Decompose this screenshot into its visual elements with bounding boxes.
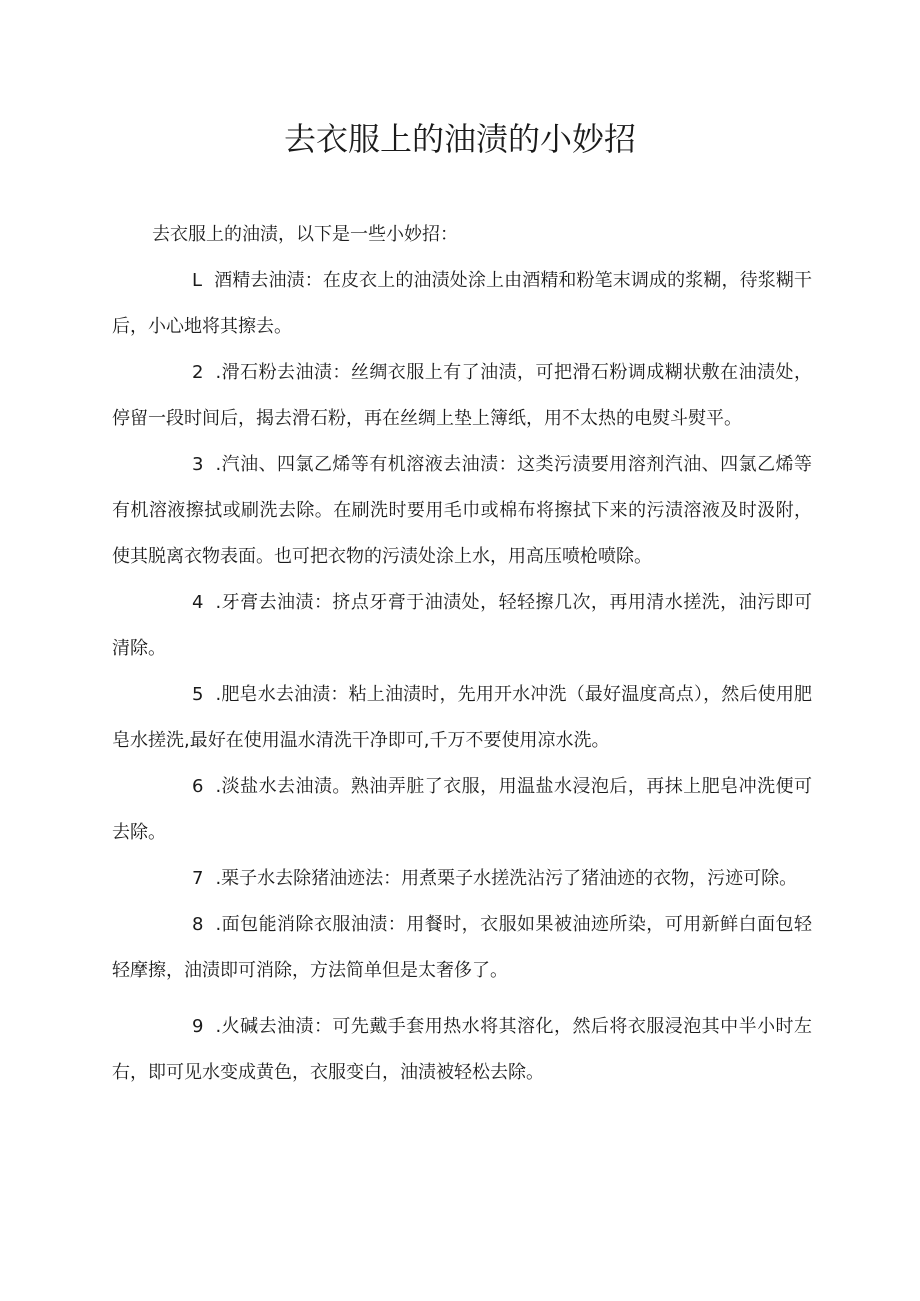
item-text: .牙膏去油渍：挤点牙膏于油渍处，轻轻擦几次，再用清水搓洗，油污即可清除。	[112, 592, 812, 659]
item-number: 9	[192, 1016, 204, 1037]
list-item	[112, 902, 812, 994]
item-number: 2	[192, 362, 204, 383]
list-item	[112, 350, 812, 442]
list-item	[112, 856, 812, 902]
item-text: .肥皂水去油渍：粘上油渍时，先用开水冲洗（最好温度高点），然后使用肥皂水搓洗,最好在使用温水清洗干净即可,千万不要使用凉水洗。	[112, 684, 812, 751]
intro-paragraph: 去衣服上的油渍，以下是一些小妙招：	[152, 224, 458, 245]
list-item	[112, 672, 812, 764]
item-text: .汽油、四氯乙烯等有机溶液去油渍：这类污渍要用溶剂汽油、四氯乙烯等有机溶液擦拭或刷洗去除。在刷洗时要用毛巾或棉布将擦拭下来的污渍溶液及时汲附，使其脱离衣物表面。也可把衣物的污渍处涂上水，用高压喷枪喷除。	[112, 454, 812, 567]
item-number: 5	[192, 684, 204, 705]
list-item	[112, 1004, 812, 1096]
item-number: 8	[192, 914, 204, 935]
item-text: .栗子水去除猪油迹法：用煮栗子水搓洗沾污了猪油迹的衣物，污迹可除。	[215, 868, 798, 889]
item-text: .面包能消除衣服油渍：用餐时，衣服如果被油迹所染，可用新鲜白面包轻轻摩擦，油渍即可消除，方法简单但是太奢侈了。	[112, 914, 812, 981]
list-item	[112, 442, 812, 580]
document-body	[112, 212, 812, 1096]
item-number: L	[192, 270, 203, 291]
item-number: 6	[192, 776, 204, 797]
item-text: .火碱去油渍：可先戴手套用热水将其溶化，然后将衣服浸泡其中半小时左右，即可见水变成黄色，衣服变白，油渍被轻松去除。	[112, 1016, 812, 1083]
list-item	[112, 764, 812, 856]
list-item	[112, 580, 812, 672]
item-text: .淡盐水去油渍。熟油弄脏了衣服，用温盐水浸泡后，再抹上肥皂冲洗便可去除。	[112, 776, 812, 843]
item-text: 酒精去油渍：在皮衣上的油渍处涂上由酒精和粉笔末调成的浆糊，待浆糊干后，小心地将其擦去。	[112, 270, 812, 337]
document-title: 去衣服上的油渍的小妙招	[283, 120, 636, 158]
item-number: 7	[192, 868, 204, 889]
item-number: 3	[192, 454, 204, 475]
item-number: 4	[192, 592, 204, 613]
item-text: .滑石粉去油渍：丝绸衣服上有了油渍，可把滑石粉调成糊状敷在油渍处，停留一段时间后，揭去滑石粉，再在丝绸上垫上簿纸，用不太热的电熨斗熨平。	[112, 362, 812, 429]
list-item	[112, 258, 812, 350]
